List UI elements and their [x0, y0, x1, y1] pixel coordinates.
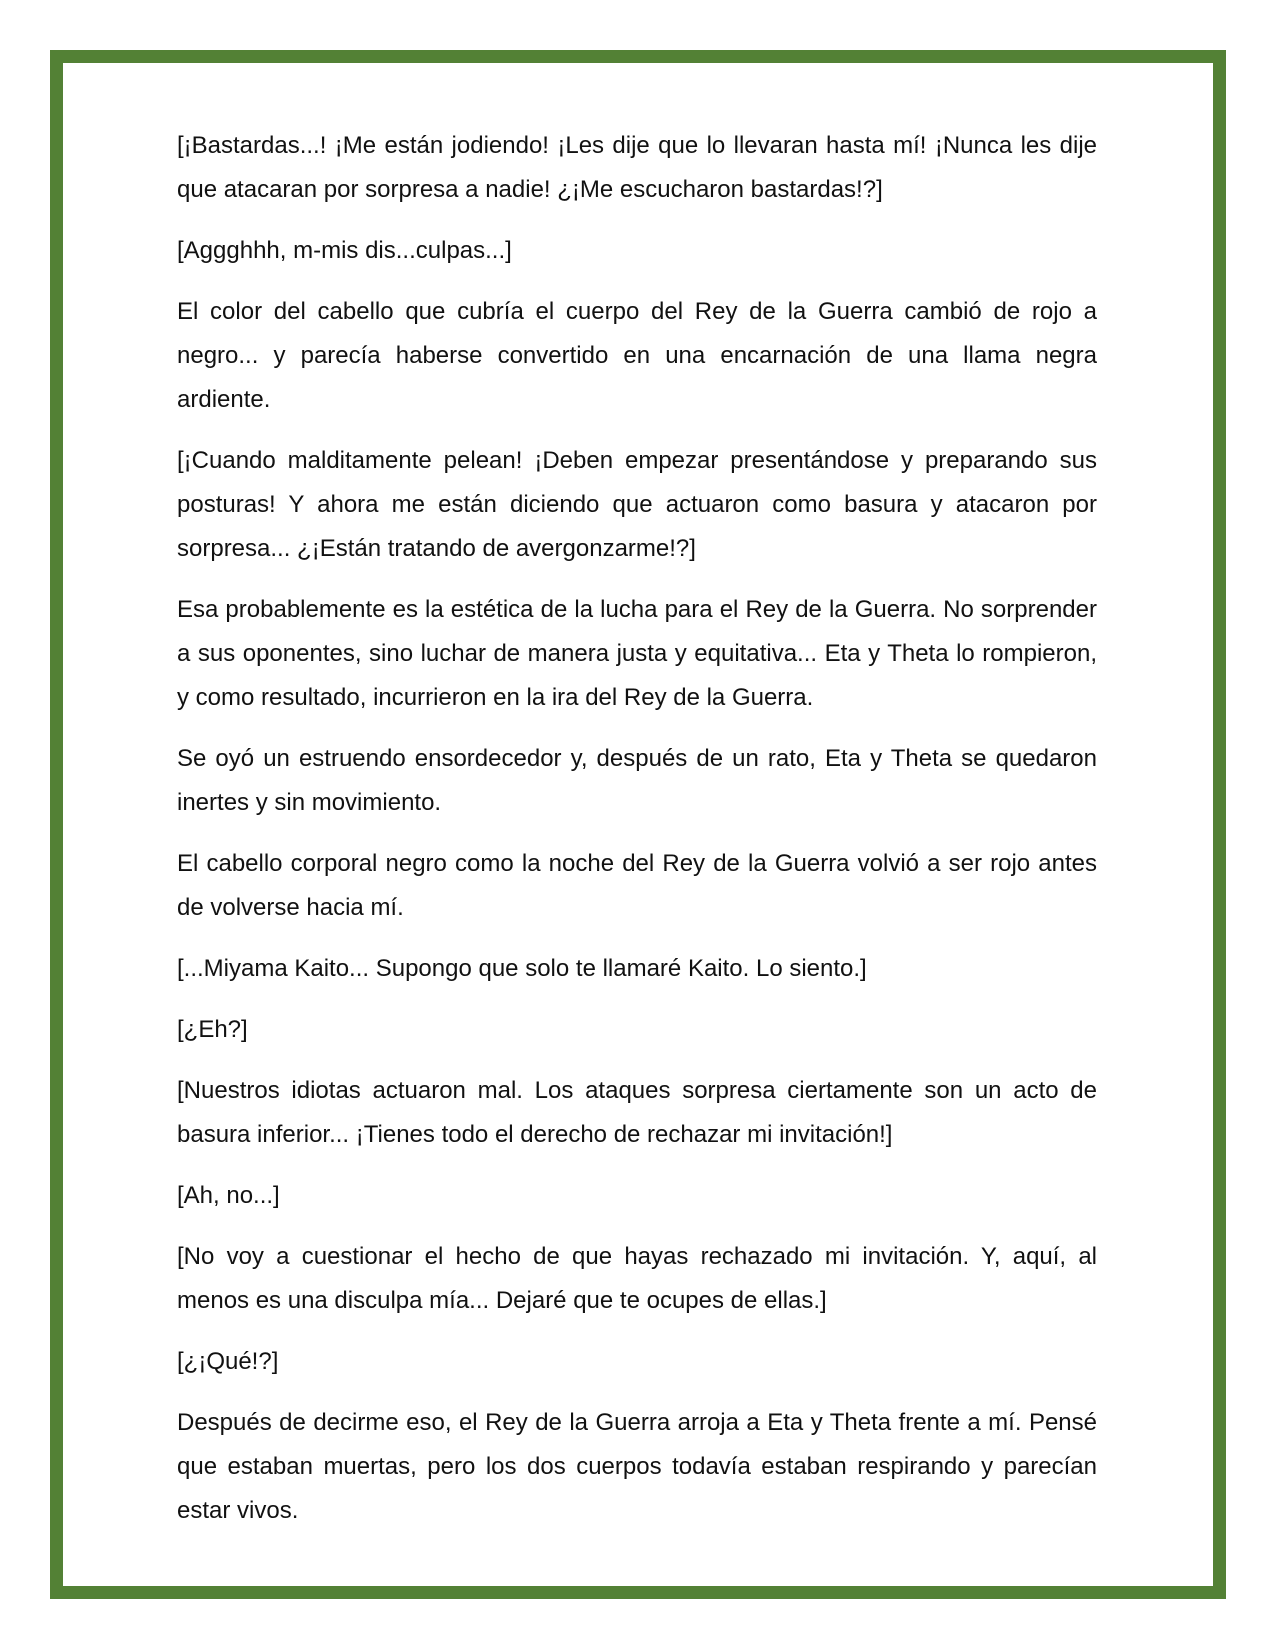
paragraph: [Aggghhh, m-mis dis...culpas...]	[177, 237, 512, 264]
paragraph: [Nuestros idiotas actuaron mal. Los ataques sorpresa ciertamente son un acto de basura inferior... ¡Tienes todo el derecho de rechazar mi invitación!]	[177, 1077, 1097, 1148]
paragraph: [¿Eh?]	[177, 1016, 248, 1043]
paragraph: El cabello corporal negro como la noche del Rey de la Guerra volvió a ser rojo antes de volverse hacia mí.	[177, 850, 1097, 921]
paragraph: Esa probablemente es la estética de la lucha para el Rey de la Guerra. No sorprender a sus oponentes, sino luchar de manera justa y equitativa... Eta y Theta lo rompieron, y como resultado, incurrieron en la ira del Rey de la Guerra.	[177, 596, 1097, 711]
document-body	[177, 124, 1097, 1550]
paragraph: [¡Cuando malditamente pelean! ¡Deben empezar presentándose y preparando sus posturas! Y ahora me están diciendo que actuaron como basura y atacaron por sorpresa... ¿¡Están tratando de avergonzarme!?]	[177, 447, 1097, 562]
paragraph: Después de decirme eso, el Rey de la Guerra arroja a Eta y Theta frente a mí. Pensé que estaban muertas, pero los dos cuerpos todavía estaban respirando y parecían estar vivos.	[177, 1409, 1097, 1524]
paragraph: Se oyó un estruendo ensordecedor y, después de un rato, Eta y Theta se quedaron inertes y sin movimiento.	[177, 745, 1097, 816]
paragraph: [¿¡Qué!?]	[177, 1348, 279, 1375]
paragraph: El color del cabello que cubría el cuerpo del Rey de la Guerra cambió de rojo a negro... y parecía haberse convertido en una encarnación de una llama negra ardiente.	[177, 298, 1097, 413]
paragraph: [Ah, no...]	[177, 1182, 280, 1209]
paragraph: [¡Bastardas...! ¡Me están jodiendo! ¡Les dije que lo llevaran hasta mí! ¡Nunca les dije que atacaran por sorpresa a nadie! ¿¡Me escucharon bastardas!?]	[177, 132, 1097, 203]
paragraph: [No voy a cuestionar el hecho de que hayas rechazado mi invitación. Y, aquí, al menos es una disculpa mía... Dejaré que te ocupes de ellas.]	[177, 1243, 1097, 1314]
paragraph: [...Miyama Kaito... Supongo que solo te llamaré Kaito. Lo siento.]	[177, 955, 867, 982]
